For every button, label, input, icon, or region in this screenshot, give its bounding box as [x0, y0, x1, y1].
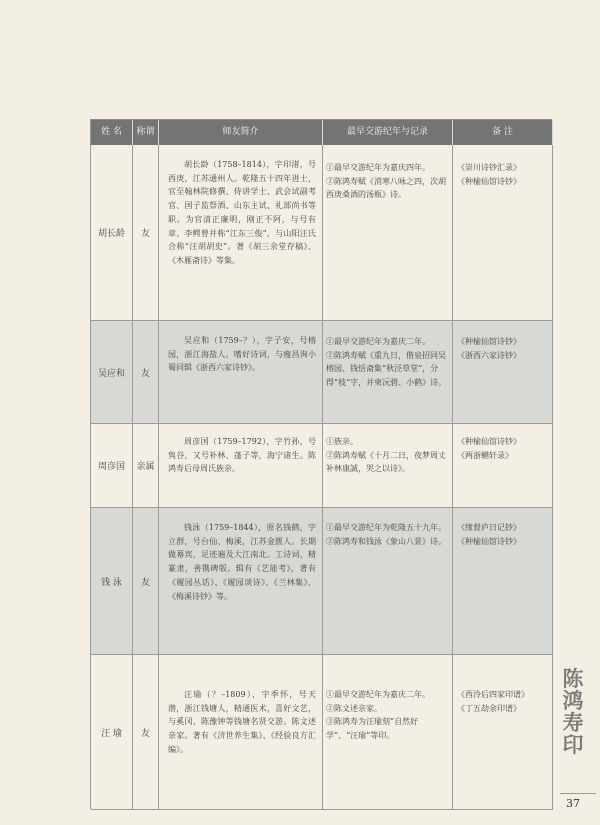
note-item: 《种榆仙馆诗钞》	[457, 536, 521, 546]
record-item: ①族亲。	[326, 437, 358, 446]
header-note: 备 注	[453, 120, 553, 145]
record-item: ②陈鸿寿赋《重九日，偕泉招同吴榕园、钱恬斋集“秋泾草堂”，分得“枝”字，并柬沅碧、小鹤》诗。	[326, 350, 447, 387]
record-item: ②陈鸿寿和钱泳《象山八景》诗。	[326, 536, 446, 546]
record-item: ①最早交游纪年为嘉庆四年。	[326, 163, 430, 172]
record-item: ①最早交游纪年为乾隆五十九年。	[326, 523, 446, 532]
row-record	[323, 321, 453, 423]
header-relation: 称谓	[133, 120, 159, 145]
seal-calligraphy: 陈鸿寿印	[562, 666, 584, 757]
page-number: 37	[566, 797, 580, 810]
row-record	[323, 424, 453, 507]
table-row	[91, 508, 553, 655]
note-item: 《两浙輶轩录》	[457, 450, 513, 460]
row-bio	[159, 655, 323, 809]
row-record	[323, 655, 453, 809]
row-bio-text: 吴应和（1759–？），字子安，号榕园，浙江海盐人。嗜好诗词，与瘦昌洵小蜀同辑《浙西六家诗钞》。	[168, 336, 316, 373]
row-relation: 友	[133, 321, 159, 423]
row-bio	[159, 508, 323, 654]
table-row	[91, 424, 553, 508]
row-relation: 友	[133, 145, 159, 320]
record-item: ①最早交游纪年为嘉庆二年。	[326, 337, 430, 346]
record-item: ①最早交游纪年为嘉庆二年。	[326, 690, 430, 699]
page-divider	[560, 793, 596, 794]
row-relation: 亲属	[133, 424, 159, 507]
note-item: 《种榆仙馆诗钞》	[457, 176, 521, 186]
table-row	[91, 145, 553, 321]
note-item: 《缘督庐日记钞》	[457, 523, 521, 532]
row-record	[323, 145, 453, 320]
note-item: 《丁五劫余印谱》	[457, 703, 521, 713]
note-item: 《崇川诗钞汇录》	[457, 163, 521, 172]
row-note	[453, 508, 553, 654]
row-bio	[159, 321, 323, 423]
header-record: 最早交游纪年与记录	[323, 120, 453, 145]
record-item: ②陈鸿寿赋《十月二日，夜梦周丈补林康誠，哭之以诗》。	[326, 450, 446, 473]
header-name: 姓 名	[91, 120, 133, 145]
row-name: 周彦国	[91, 424, 133, 507]
record-item: ②陈鸿寿赋《消寒八咏之四，次胡西庚桑酒的汤瓶》诗。	[326, 176, 446, 199]
record-item: ③陈鸿寿为汪瑜刻“自然好学”、“汪瑜”等印。	[326, 717, 419, 740]
row-bio	[159, 424, 323, 507]
row-relation: 友	[133, 655, 159, 809]
row-note	[453, 145, 553, 320]
table-row	[91, 321, 553, 424]
row-bio-text: 汪瑜（？–1809），字季怀，号天潜，浙江钱塘人，精通医术，喜好文艺，与奚冈、陈豫钟等钱塘名贤交游。陈文述亲家。著有《济世养生集》、《经验良方汇编》。	[168, 690, 316, 754]
note-item: 《种榆仙馆诗钞》	[457, 437, 521, 446]
row-bio-text: 周彦国（1759–1792），字竹孙，号隽谷，又号补林、蓬子等，海宁诸生。陈鸿寿后母周氏族亲。	[168, 437, 316, 474]
row-name: 胡长龄	[91, 145, 133, 320]
table-row	[91, 655, 553, 810]
friends-table	[90, 119, 552, 809]
table-header	[91, 120, 553, 145]
header-bio: 师友简介	[159, 120, 323, 145]
row-name: 吴应和	[91, 321, 133, 423]
row-note	[453, 424, 553, 507]
note-item: 《浙西六家诗钞》	[457, 350, 521, 360]
note-item: 《西泠后四家印谱》	[457, 690, 529, 699]
row-record	[323, 508, 453, 654]
row-name: 钱 泳	[91, 508, 133, 654]
row-name: 汪 瑜	[91, 655, 133, 809]
record-item: ②陈文述亲家。	[326, 703, 382, 713]
row-relation: 友	[133, 508, 159, 654]
row-bio	[159, 145, 323, 320]
row-bio-text: 钱泳（1759–1844），原名钱鹤，字立群，号台仙、梅溪，江苏金匮人。长期做幕宾，足迹遍及大江南北。工诗词，精篆隶，善镌碑版。辑有《艺能考》，著有《履园丛话》、《履园谈诗》、《兰林集》、《梅溪诗钞》等。	[168, 523, 316, 601]
row-note	[453, 321, 553, 423]
row-bio-text: 胡长龄（1758–1814），字印渚，号西庚，江苏通州人。乾隆五十四年进士，官至翰林院修撰、侍讲学士、武会试副考官、国子监祭酒、山东主试、礼部尚书等职。为官清正廉明，刚正不阿，与号有章、李鳄曾并称“江东三俊”，与山阳汪氏合称“汪胡胡史”。著《胡三余堂存稿》、《木雁斋诗》等集。	[168, 160, 316, 265]
note-item: 《种榆仙馆诗钞》	[457, 337, 521, 346]
row-note	[453, 655, 553, 809]
